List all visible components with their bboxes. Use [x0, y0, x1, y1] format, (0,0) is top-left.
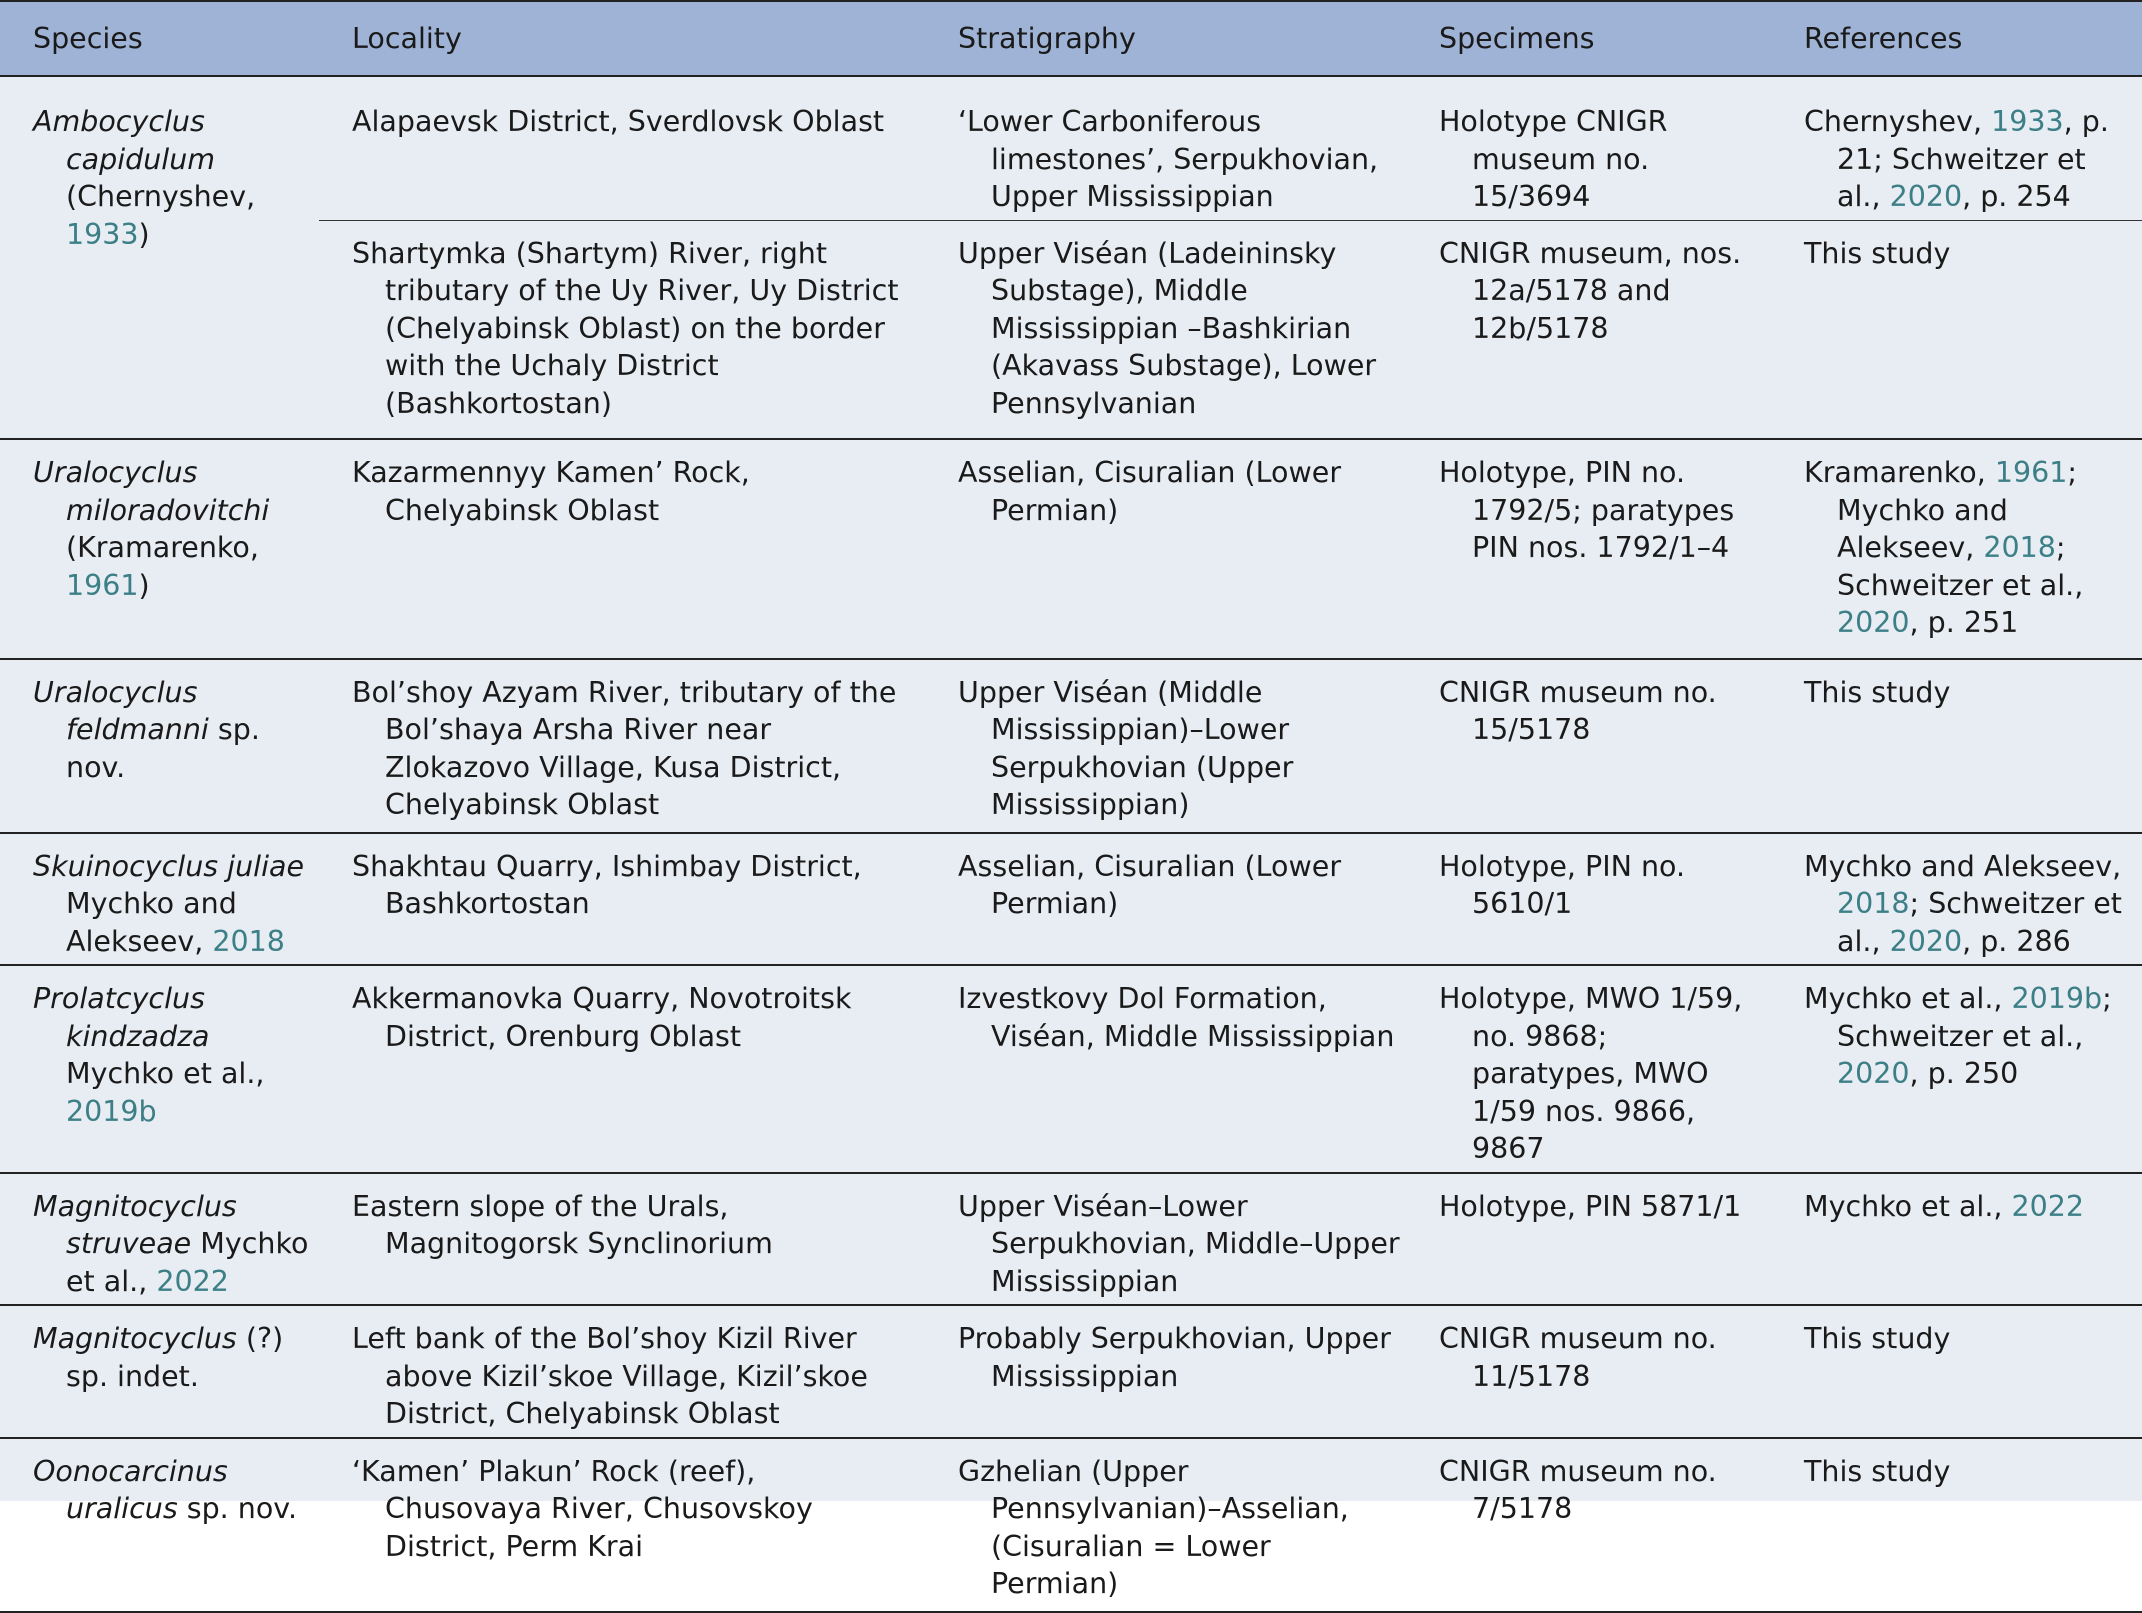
- stratigraphy-cell-text: Izvestkovy Dol Formation, Viséan, Middle Mississippian: [958, 982, 1395, 1053]
- stratigraphy-cell: [925, 76, 1406, 220]
- specimens-cell: [1406, 1305, 1771, 1438]
- locality-cell: [319, 76, 925, 220]
- stratigraphy-cell: [925, 439, 1406, 659]
- references-text: [1804, 674, 2136, 712]
- stratigraphy-cell-text: Upper Viséan (Ladeininsky Substage), Middle Mississippian –Bashkirian (Akavass Substage), Lower Pennsylvanian: [958, 236, 1377, 420]
- text-run: , p. 21; Schweitzer et al.,: [1837, 105, 2109, 213]
- species-name: [33, 1453, 313, 1528]
- citation-link[interactable]: 2020: [1889, 180, 1963, 213]
- stratigraphy-cell-text: Upper Viséan–Lower Serpukhovian, Middle–Upper Mississippian: [958, 1189, 1400, 1298]
- text-run: This study: [1804, 1454, 1951, 1488]
- specimens-cell-text: Holotype, PIN 5871/1: [1439, 1189, 1742, 1223]
- references-text: [1804, 1188, 2136, 1226]
- citation-link[interactable]: 1933: [66, 217, 139, 251]
- locality-cell-text: Shartymka (Shartym) River, right tributary of the Uy River, Uy District (Chelyabinsk Oblast) on the border with the Uchaly District (Bashkortostan): [352, 236, 899, 420]
- text-run: Mychko and Alekseev,: [66, 887, 237, 958]
- species-cell: [0, 1438, 319, 1612]
- citation-link[interactable]: 2018: [212, 924, 285, 958]
- text-run: (?) sp. indet.: [66, 1322, 284, 1393]
- species-cell: [0, 76, 319, 439]
- specimens-cell: [1406, 659, 1771, 833]
- specimens-cell-text: Holotype CNIGR museum no. 15/3694: [1439, 105, 1668, 213]
- locality-cell: [319, 1305, 925, 1438]
- text-run: ): [138, 568, 150, 602]
- text-run: , p. 250: [1909, 1057, 2019, 1090]
- specimens-cell: [1406, 965, 1771, 1173]
- locality-cell-text: ‘Kamen’ Plakun’ Rock (reef), Chusovaya River, Chusovskoy District, Perm Krai: [352, 1454, 813, 1563]
- stratigraphy-cell: [925, 1305, 1406, 1438]
- specimens-cell-text: CNIGR museum no. 7/5178: [1439, 1454, 1717, 1525]
- citation-link[interactable]: 2018: [1983, 531, 2056, 564]
- species-cell: [0, 1305, 319, 1438]
- references-cell: [1771, 1438, 2142, 1612]
- locality-cell-text: Alapaevsk District, Sverdlovsk Oblast: [352, 105, 885, 138]
- text-run: Chernyshev,: [1804, 105, 1992, 138]
- locality-cell-text: Akkermanovka Quarry, Novotroitsk District, Orenburg Oblast: [352, 982, 852, 1053]
- references-text: [1804, 980, 2136, 1093]
- specimens-cell-text: Holotype, PIN no. 5610/1: [1439, 849, 1686, 920]
- text-run: ; Schweitzer et al.,: [1837, 531, 2084, 602]
- specimens-cell: [1406, 439, 1771, 659]
- citation-link[interactable]: 2020: [1889, 924, 1963, 958]
- species-name: [33, 103, 313, 253]
- text-run: Mychko et al.,: [1804, 1189, 2012, 1223]
- taxon-name: Magnitocyclus: [33, 1322, 237, 1355]
- references-cell: [1771, 965, 2142, 1173]
- locality-cell: [319, 833, 925, 966]
- taxon-name: Uralocyclus miloradovitchi: [33, 456, 270, 527]
- table-row: [0, 833, 2142, 966]
- stratigraphy-cell-text: Probably Serpukhovian, Upper Mississippian: [958, 1322, 1391, 1393]
- references-text: [1804, 235, 2136, 273]
- specimens-cell-text: Holotype, MWO 1/59, no. 9868; paratypes, MWO 1/59 nos. 9866, 9867: [1439, 982, 1743, 1165]
- header-species: Species: [0, 1, 319, 76]
- species-name: [33, 1188, 313, 1301]
- specimens-cell-text: CNIGR museum, nos. 12a/5178 and 12b/5178: [1439, 236, 1742, 345]
- text-run: Kramarenko,: [1804, 456, 1995, 489]
- table-row: [0, 659, 2142, 833]
- stratigraphy-cell: [925, 659, 1406, 833]
- stratigraphy-cell-text: Upper Viséan (Middle Mississippian)–Lower Serpukhovian (Upper Mississippian): [958, 675, 1294, 821]
- text-run: , p. 254: [1962, 180, 2071, 213]
- species-cell: [0, 659, 319, 833]
- table-row: [0, 1305, 2142, 1438]
- text-run: sp. nov.: [177, 1492, 298, 1525]
- taxon-name: Uralocyclus feldmanni: [33, 675, 209, 746]
- citation-link[interactable]: 2019b: [2011, 982, 2103, 1015]
- species-name: [33, 674, 313, 787]
- text-run: (Kramarenko,: [66, 531, 259, 564]
- citation-link[interactable]: 2019b: [66, 1094, 157, 1128]
- table-row: [0, 1173, 2142, 1306]
- table-row: [0, 76, 2142, 220]
- citation-link[interactable]: 2020: [1837, 1057, 1910, 1090]
- text-run: sp. nov.: [66, 713, 260, 784]
- citation-link[interactable]: 2022: [2011, 1189, 2085, 1223]
- species-name: [33, 980, 313, 1130]
- text-run: ; Schweitzer et al.,: [1837, 982, 2112, 1053]
- species-name: [33, 1320, 313, 1395]
- species-cell: [0, 833, 319, 966]
- locality-cell-text: Kazarmennyy Kamen’ Rock, Chelyabinsk Oblast: [352, 456, 750, 527]
- references-cell: [1771, 1173, 2142, 1306]
- locality-cell: [319, 1438, 925, 1612]
- species-cell: [0, 965, 319, 1173]
- text-run: , p. 286: [1962, 924, 2071, 958]
- locality-cell-text: Bol’shoy Azyam River, tributary of the Bol’shaya Arsha River near Zlokazovo Village, Kusa District, Chelyabinsk Oblast: [352, 675, 897, 821]
- references-cell: [1771, 659, 2142, 833]
- citation-link[interactable]: 1933: [1991, 105, 2064, 138]
- references-text: [1804, 1453, 2136, 1491]
- stratigraphy-cell: [925, 965, 1406, 1173]
- stratigraphy-cell: [925, 1438, 1406, 1612]
- stratigraphy-cell-text: Asselian, Cisuralian (Lower Permian): [958, 849, 1342, 920]
- references-cell: [1771, 833, 2142, 966]
- text-run: This study: [1804, 1322, 1951, 1355]
- table-body: [0, 76, 2142, 1612]
- header-specimens: Specimens: [1406, 1, 1771, 76]
- stratigraphy-cell-text: ‘Lower Carboniferous limestones’, Serpukhovian, Upper Mississippian: [958, 105, 1379, 213]
- stratigraphy-cell: [925, 220, 1406, 439]
- table-row: [0, 1438, 2142, 1612]
- references-cell: [1771, 220, 2142, 439]
- table-row: [0, 439, 2142, 659]
- text-run: Mychko and Alekseev,: [1804, 849, 2122, 883]
- specimens-cell: [1406, 76, 1771, 220]
- references-text: [1804, 848, 2136, 961]
- specimens-cell: [1406, 833, 1771, 966]
- locality-cell: [319, 965, 925, 1173]
- citation-link[interactable]: 2022: [156, 1264, 229, 1298]
- species-cell: [0, 1173, 319, 1306]
- header-references: References: [1771, 1, 2142, 76]
- specimens-cell: [1406, 1173, 1771, 1306]
- species-name: [33, 848, 313, 961]
- header-locality: Locality: [319, 1, 925, 76]
- text-run: , p. 251: [1909, 606, 2019, 639]
- locality-cell: [319, 1173, 925, 1306]
- specimens-cell-text: CNIGR museum no. 11/5178: [1439, 1322, 1717, 1393]
- table-header: [0, 1, 2142, 76]
- references-cell: [1771, 1305, 2142, 1438]
- locality-cell-text: Eastern slope of the Urals, Magnitogorsk Synclinorium: [352, 1189, 773, 1260]
- taxon-name: Oonocarcinus uralicus: [33, 1454, 228, 1525]
- taxon-name: Prolatcyclus kindzadza: [33, 982, 210, 1053]
- stratigraphy-cell: [925, 833, 1406, 966]
- stratigraphy-cell: [925, 1173, 1406, 1306]
- locality-cell: [319, 659, 925, 833]
- header-row: [0, 1, 2142, 76]
- references-cell: [1771, 439, 2142, 659]
- specimens-cell-text: Holotype, PIN no. 1792/5; paratypes PIN nos. 1792/1–4: [1439, 456, 1735, 564]
- locality-cell-text: Left bank of the Bol’shoy Kizil River above Kizil’skoe Village, Kizil’skoe District, Chelyabinsk Oblast: [352, 1322, 868, 1430]
- text-run: ; Schweitzer et al.,: [1837, 887, 2122, 958]
- citation-link[interactable]: 2018: [1837, 887, 1910, 920]
- text-run: This study: [1804, 236, 1951, 270]
- table-row: [0, 220, 2142, 439]
- header-stratigraphy: Stratigraphy: [925, 1, 1406, 76]
- taxon-name: Skuinocyclus juliae: [33, 849, 304, 883]
- citation-link[interactable]: 2020: [1837, 606, 1910, 639]
- locality-cell: [319, 220, 925, 439]
- citation-link[interactable]: 1961: [66, 568, 139, 602]
- references-text: [1804, 103, 2136, 216]
- stratigraphy-cell-text: Gzhelian (Upper Pennsylvanian)–Asselian, (Cisuralian = Lower Permian): [958, 1454, 1349, 1600]
- references-cell: [1771, 76, 2142, 220]
- taxon-name: Magnitocyclus struveae: [33, 1189, 237, 1260]
- species-cell: [0, 439, 319, 659]
- text-run: ; Mychko and Alekseev,: [1837, 456, 2077, 564]
- text-run: Mychko et al.,: [66, 1057, 265, 1090]
- text-run: Mychko et al.,: [1804, 982, 2012, 1015]
- table-row: [0, 965, 2142, 1173]
- text-run: This study: [1804, 675, 1951, 709]
- specimens-cell: [1406, 220, 1771, 439]
- locality-cell-text: Shakhtau Quarry, Ishimbay District, Bashkortostan: [352, 849, 862, 920]
- text-run: (Chernyshev,: [66, 180, 256, 213]
- text-run: Mychko et al.,: [66, 1227, 309, 1298]
- specimens-cell: [1406, 1438, 1771, 1612]
- references-text: [1804, 454, 2136, 642]
- citation-link[interactable]: 1961: [1994, 456, 2068, 489]
- species-name: [33, 454, 313, 604]
- stratigraphy-cell-text: Asselian, Cisuralian (Lower Permian): [958, 456, 1342, 527]
- text-run: ): [138, 217, 150, 251]
- references-text: [1804, 1320, 2136, 1358]
- taxon-name: Ambocyclus capidulum: [33, 105, 216, 176]
- locality-cell: [319, 439, 925, 659]
- specimens-cell-text: CNIGR museum no. 15/5178: [1439, 675, 1717, 746]
